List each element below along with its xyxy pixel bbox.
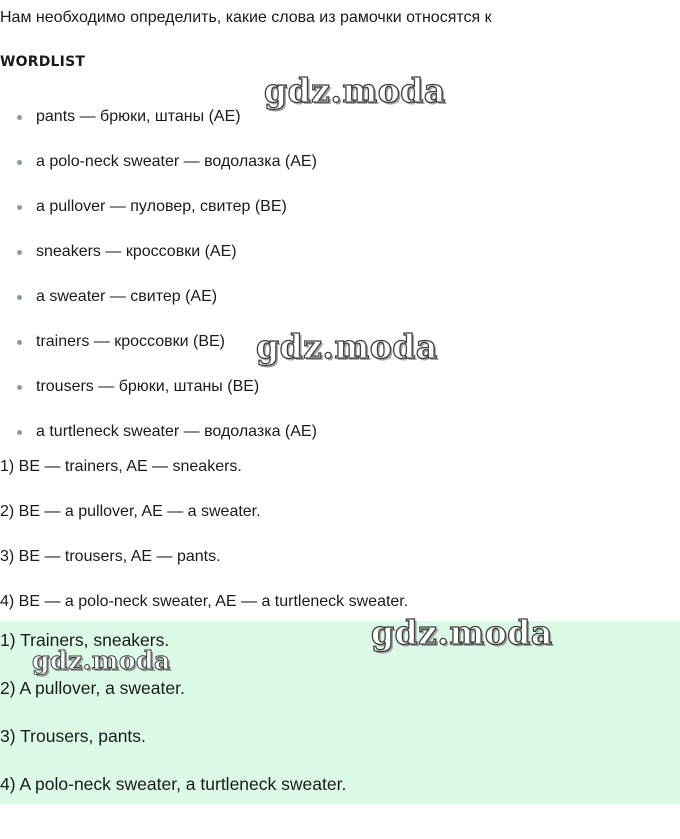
wordlist-item-text: pants — брюки, штаны (AE) xyxy=(36,108,241,125)
watermark-logo: gdz.moda xyxy=(371,613,553,652)
bullet-icon xyxy=(17,340,22,345)
answer-item: 2) BE — a pullover, AE — a sweater. xyxy=(0,503,261,520)
bullet-icon xyxy=(17,430,22,435)
wordlist-item-text: trainers — кроссовки (BE) xyxy=(36,333,225,350)
wordlist-item-text: a sweater — свитер (AE) xyxy=(36,288,218,305)
wordlist-item xyxy=(0,285,317,330)
answer-item: 3) BE — trousers, AE — pants. xyxy=(0,548,221,565)
intro-text: Нам необходимо определить, какие слова из рамочки относятся к xyxy=(0,9,492,26)
wordlist-item xyxy=(0,330,317,375)
watermark-logo: gdz.moda xyxy=(32,646,171,675)
solution-list xyxy=(0,628,346,820)
bullet-icon xyxy=(17,295,22,300)
wordlist-item-text: a polo-neck sweater — водолазка (AE) xyxy=(36,153,317,170)
solution-item: 2) A pullover, a sweater. xyxy=(0,678,185,698)
watermark-logo: gdz.moda xyxy=(256,327,438,366)
wordlist-item xyxy=(0,240,317,285)
bullet-icon xyxy=(17,385,22,390)
solution-item: 4) A polo-neck sweater, a turtleneck sweater. xyxy=(0,774,347,794)
wordlist-item xyxy=(0,105,317,150)
answer-list xyxy=(0,455,408,635)
wordlist-item-text: sneakers — кроссовки (AE) xyxy=(36,243,237,260)
wordlist-heading: WORDLIST xyxy=(0,54,86,70)
wordlist-item xyxy=(0,150,317,195)
wordlist-item-text: a turtleneck sweater — водолазка (AE) xyxy=(36,423,317,440)
bullet-icon xyxy=(17,160,22,165)
answer-item: 1) BE — trainers, AE — sneakers. xyxy=(0,458,242,475)
solution-block xyxy=(0,621,680,804)
solution-item: 1) Trainers, sneakers. xyxy=(0,630,170,650)
watermark-logo: gdz.moda xyxy=(264,71,446,110)
solution-item: 3) Trousers, pants. xyxy=(0,726,146,746)
wordlist-item-text: a pullover — пуловер, свитер (BE) xyxy=(36,198,287,215)
wordlist-item xyxy=(0,375,317,420)
bullet-icon xyxy=(17,250,22,255)
answer-item: 4) BE — a polo-neck sweater, AE — a turtleneck sweater. xyxy=(0,593,409,610)
wordlist xyxy=(0,105,317,465)
bullet-icon xyxy=(17,205,22,210)
wordlist-item xyxy=(0,195,317,240)
wordlist-item-text: trousers — брюки, штаны (BE) xyxy=(36,378,260,395)
bullet-icon xyxy=(17,115,22,120)
